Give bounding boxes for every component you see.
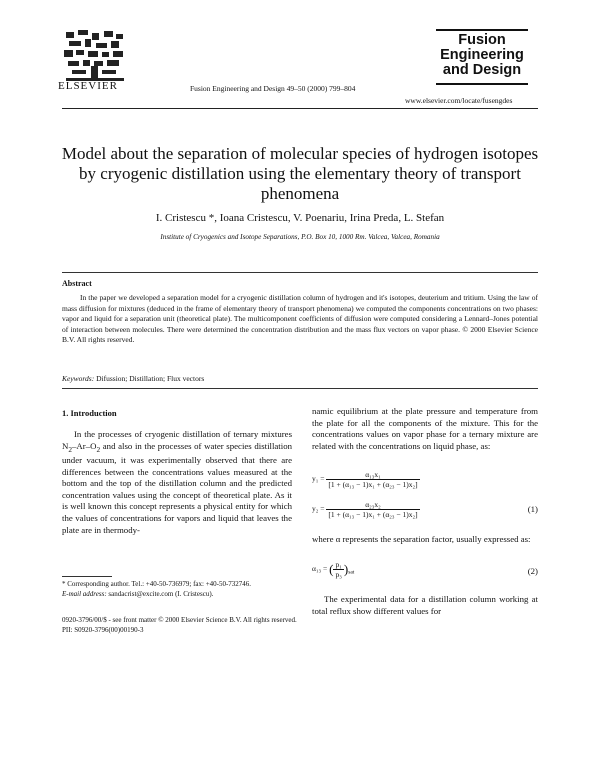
subscript-sat: sat xyxy=(348,569,355,576)
author-affiliation: Institute of Cryogenics and Isotope Separations, P.O. Box 10, 1000 Rm. Valcea, Valcea, Romania xyxy=(160,233,440,241)
equation-2 xyxy=(312,560,538,590)
section-heading-introduction: 1. Introduction xyxy=(62,408,117,418)
journal-logo-line: Fusion xyxy=(458,32,506,48)
issn-line: 0920-3796/00/$ - see front matter © 2000 Elsevier Science B.V. All rights reserved. xyxy=(62,616,297,624)
intro-text-part: –Ar–O xyxy=(72,440,97,451)
fraction-numerator: α₂₃x₂ xyxy=(326,500,419,510)
issn-block xyxy=(62,616,297,635)
footnote xyxy=(62,580,292,599)
abstract-text: In the paper we developed a separation model for a cryogenic distillation column of hydrogen and it's isotopes, deuterium and tritium. Using the law of mass diffusion for mixtures (deduced in the frame of elementary theory of transport phenomena) we computed the components concentrations on two phases: vapor and liquid for a separation unit (theoretical plate). The multicomponent coefficients of diffusion were computed considering a Lennard–Jones potential of interaction between molecules. There were determined the concentration distribution and the mass flux vectors on vapor phase. © 2000 Elsevier Science B.V. All rights reserved. xyxy=(62,293,538,345)
fraction xyxy=(326,500,419,519)
keywords-label: Keywords: xyxy=(62,374,95,383)
abstract-top-divider xyxy=(62,272,538,273)
equation-y2 xyxy=(312,500,420,519)
equation-lhs: α₁₃ = xyxy=(312,564,328,574)
pii-line: PII: S0920-3796(00)00190-3 xyxy=(62,625,144,634)
abstract-bottom-divider xyxy=(62,388,538,389)
email-line xyxy=(62,590,292,600)
right-column-paragraph-2: where α represents the separation factor, usually expressed as: xyxy=(312,534,531,544)
corresponding-author-note: * Corresponding author. Tel.: +40-50-736979; fax: +40-50-732746. xyxy=(62,580,252,588)
journal-citation: Fusion Engineering and Design 49–50 (2000) 799–804 xyxy=(190,84,356,93)
intro-text-part: In the processes of cryogenic distillation of ternary mixtures N xyxy=(62,429,292,451)
fraction-denominator: p₃ xyxy=(335,570,342,579)
footnote-divider xyxy=(62,576,112,577)
equation-alpha: α₁₃ = ( $\frac{\text{p₁}}{\text{p₃}}$ )$_{sat}$ xyxy=(312,560,355,579)
fraction xyxy=(333,560,343,579)
journal-logo xyxy=(436,29,528,85)
author-list: I. Cristescu *, Ioana Cristescu, V. Poenariu, Irina Preda, L. Stefan xyxy=(155,212,445,224)
journal-logo-line: Engineering xyxy=(440,47,524,63)
journal-url[interactable]: www.elsevier.com/locate/fusengdes xyxy=(405,96,513,105)
right-column-paragraph-1: namic equilibrium at the plate pressure and temperature from the plate for all the components of the mixture. This for the concentrations values on vapor phase for a ternary mixture are related with the concentrations on liquid phase, as: xyxy=(312,406,538,451)
abstract-heading: Abstract xyxy=(62,279,92,288)
equation-y1 xyxy=(312,470,420,489)
keywords-line xyxy=(62,374,204,383)
equation-number: (1) xyxy=(527,504,538,514)
email-address[interactable]: sandacrist@excite.com (I. Cristescu). xyxy=(108,589,214,598)
keywords-list: Difussion; Distillation; Flux vectors xyxy=(96,374,205,383)
equation-lhs: y₂ = xyxy=(312,504,325,514)
equation-lhs: y₁ = xyxy=(312,474,325,484)
fraction-numerator: p₁ xyxy=(335,560,342,569)
fraction xyxy=(326,470,419,489)
header-divider xyxy=(62,108,538,109)
right-column-paragraph-3: The experimental data for a distillation column working at total reflux show different values for xyxy=(312,594,538,616)
equation-number: (2) xyxy=(527,566,538,576)
elsevier-tree-logo xyxy=(62,28,128,86)
fraction-denominator: [1 + (α₁₃ − 1)x₁ + (α₂₃ − 1)x₂] xyxy=(328,510,418,519)
subscript: 2 xyxy=(68,444,73,454)
fraction-denominator: [1 + (α₁₃ − 1)x₁ + (α₂₃ − 1)x₂] xyxy=(328,480,418,489)
journal-logo-line: and Design xyxy=(442,62,522,78)
publisher-name: ELSEVIER xyxy=(58,80,118,92)
equation-1 xyxy=(312,470,538,528)
fraction-numerator: α₁₃x₁ xyxy=(326,470,419,480)
article-title: Model about the separation of molecular species of hydrogen isotopes by cryogenic distillation using the elementary theory of transport phenomena xyxy=(61,144,539,203)
email-label: E-mail address: xyxy=(62,589,107,598)
introduction-paragraph xyxy=(62,429,292,536)
subscript: 2 xyxy=(96,444,101,454)
intro-text-part: and also in the processes of water species distillation under vacuum, it was experimentally observed that there are differences between the concentrations values measured at the bottom and the top of the distillation column and the predicted concentration values using the concept of theoretical plate. As it is well known this concept represents a physical entity for which the values of concentrations for vapors and liquid that leaves the plate are in thermody- xyxy=(62,440,292,535)
